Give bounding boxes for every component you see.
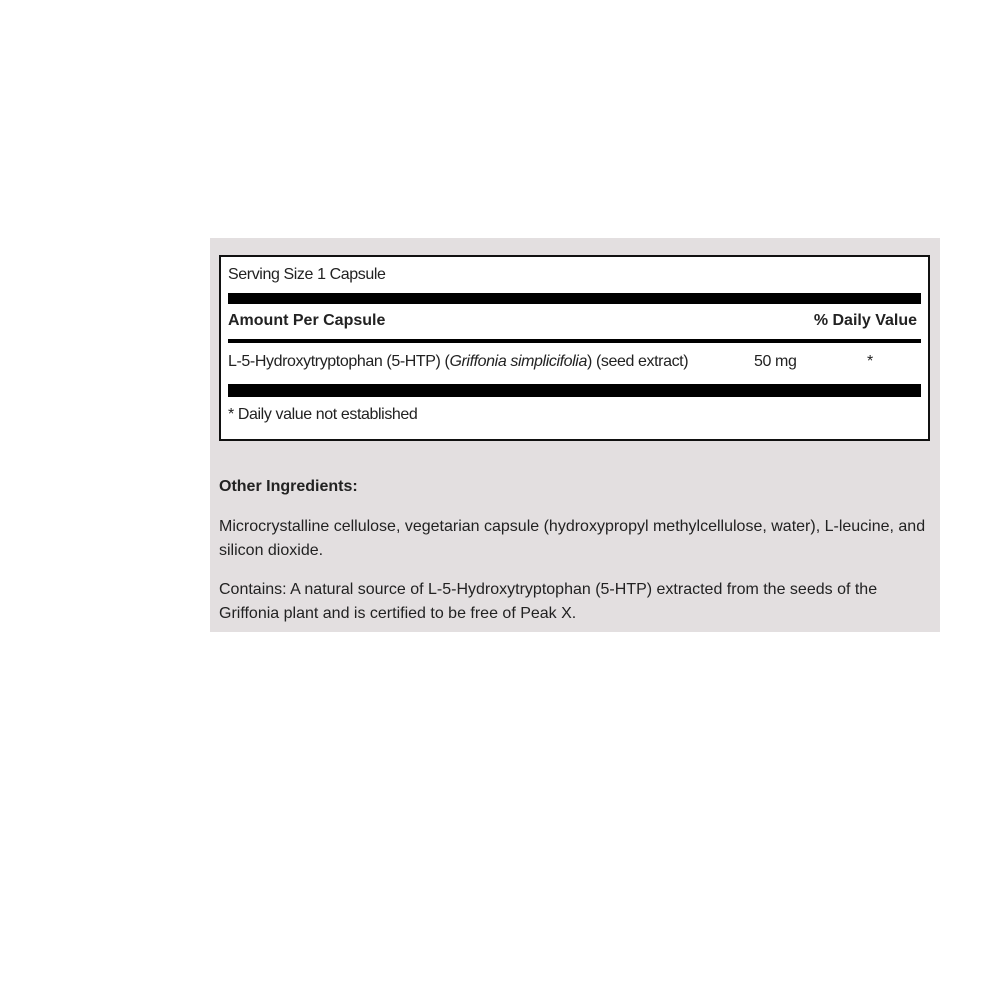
ingredient-name-prefix: L-5-Hydroxytryptophan (5-HTP) (: [228, 353, 450, 370]
thick-divider-top: [228, 293, 921, 304]
ingredient-daily-value: *: [867, 353, 873, 370]
supplement-facts-box: [219, 255, 930, 441]
other-ingredients-text: Microcrystalline cellulose, vegetarian capsule (hydroxypropyl methylcellulose, water), L-leucine, and silicon dioxide.: [219, 518, 926, 559]
ingredient-botanical-name: Griffonia simplicifolia: [449, 353, 587, 370]
thick-divider-bottom: [228, 384, 921, 397]
daily-value-footnote: * Daily value not established: [228, 406, 418, 423]
amount-per-capsule-header: Amount Per Capsule: [228, 312, 386, 329]
daily-value-header: % Daily Value: [813, 312, 917, 329]
contains-statement: Contains: A natural source of L-5-Hydroxytryptophan (5-HTP) extracted from the seeds of the Griffonia plant and is certified to be free of Peak X.: [219, 581, 878, 622]
ingredient-amount: 50 mg: [754, 353, 797, 370]
other-ingredients-title: Other Ingredients:: [219, 478, 358, 495]
ingredient-name-suffix: ) (seed extract): [586, 353, 689, 370]
ingredient-name: [228, 353, 688, 371]
supplement-label-panel: [210, 238, 940, 632]
serving-size: Serving Size 1 Capsule: [228, 266, 386, 283]
thin-divider: [228, 339, 921, 343]
